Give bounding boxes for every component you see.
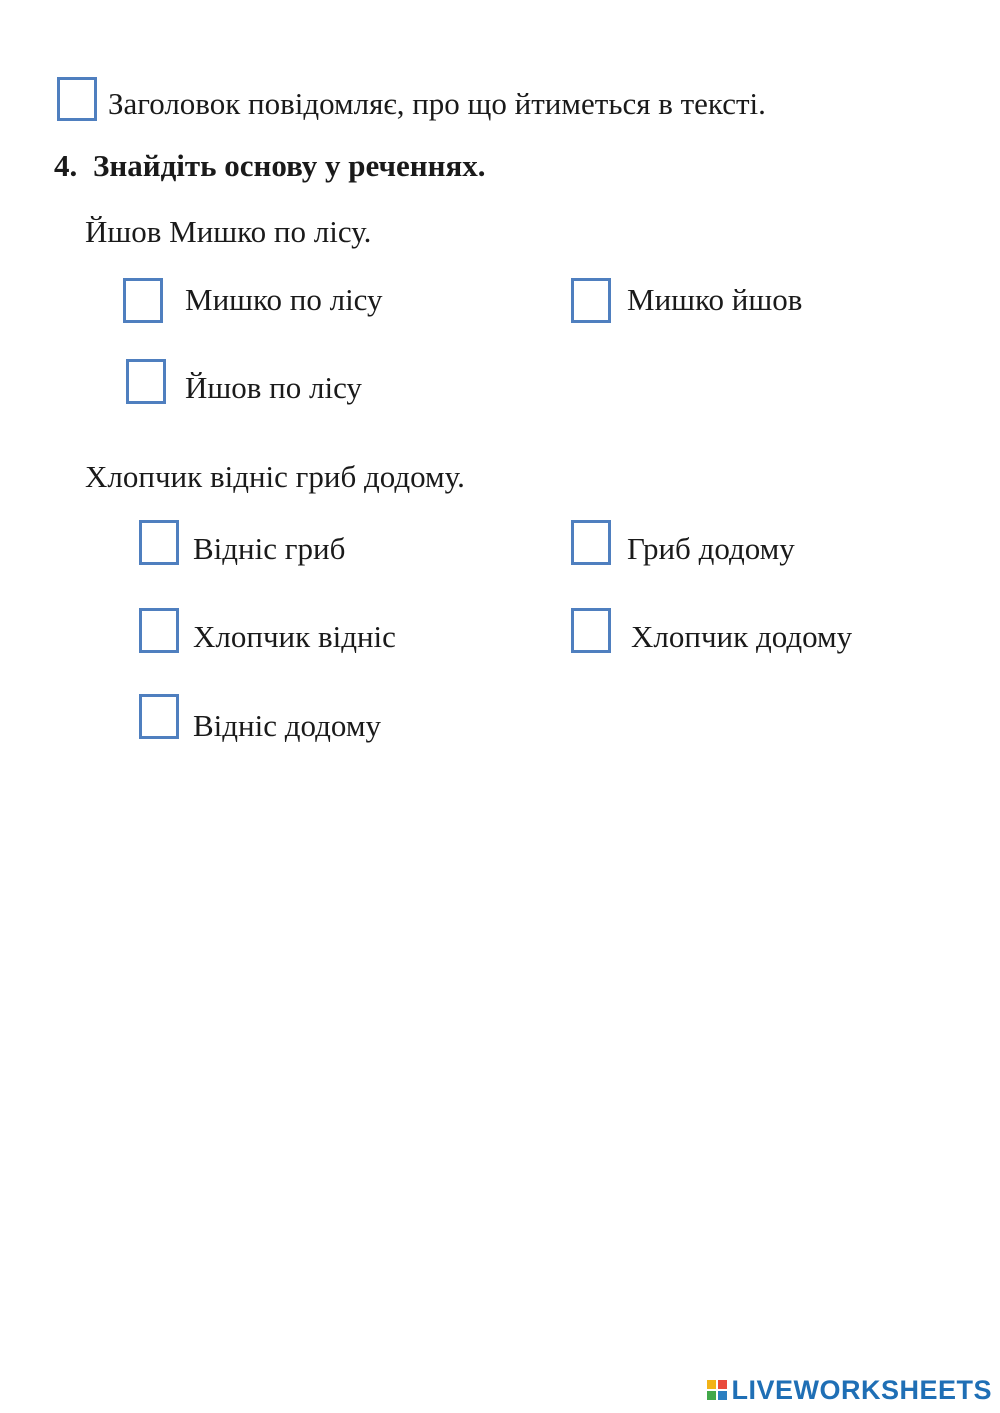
sentence-2: Хлопчик відніс гриб додому. [85, 459, 465, 494]
sentence-1: Йшов Мишко по лісу. [85, 214, 372, 249]
checkbox-title-option[interactable] [57, 77, 97, 121]
option-title-label: Заголовок повідомляє, про що йтиметься в тексті. [108, 86, 766, 121]
option-title-text [108, 86, 766, 122]
task-instruction: Знайдіть основу у реченнях. [93, 148, 486, 183]
liveworksheets-mark-icon [707, 1380, 727, 1400]
option-2-4-label: Хлопчик додому [631, 619, 853, 654]
checkbox-option-2-5[interactable] [139, 694, 179, 739]
checkbox-option-2-2[interactable] [571, 520, 611, 565]
mark-square-tr [718, 1380, 727, 1389]
mark-square-tl [707, 1380, 716, 1389]
option-1-3-label: Йшов по лісу [185, 370, 362, 405]
option-1-2-label: Мишко йшов [627, 282, 803, 317]
task-4-heading [54, 148, 486, 184]
option-2-2-label: Гриб додому [627, 531, 795, 566]
option-2-5-label: Відніс додому [193, 708, 381, 743]
logo-text: LIVEWORKSHEETS [731, 1374, 992, 1405]
checkbox-option-1-3[interactable] [126, 359, 166, 404]
option-2-1-label: Відніс гриб [193, 531, 346, 566]
checkbox-option-2-4[interactable] [571, 608, 611, 653]
liveworksheets-logo [707, 1375, 992, 1405]
checkbox-option-1-1[interactable] [123, 278, 163, 323]
checkbox-option-2-3[interactable] [139, 608, 179, 653]
checkbox-option-1-2[interactable] [571, 278, 611, 323]
option-2-3-label: Хлопчик відніс [193, 619, 396, 654]
mark-square-bl [707, 1391, 716, 1400]
option-1-1-label: Мишко по лісу [185, 282, 383, 317]
mark-square-br [718, 1391, 727, 1400]
checkbox-option-2-1[interactable] [139, 520, 179, 565]
task-number: 4. [54, 148, 78, 183]
